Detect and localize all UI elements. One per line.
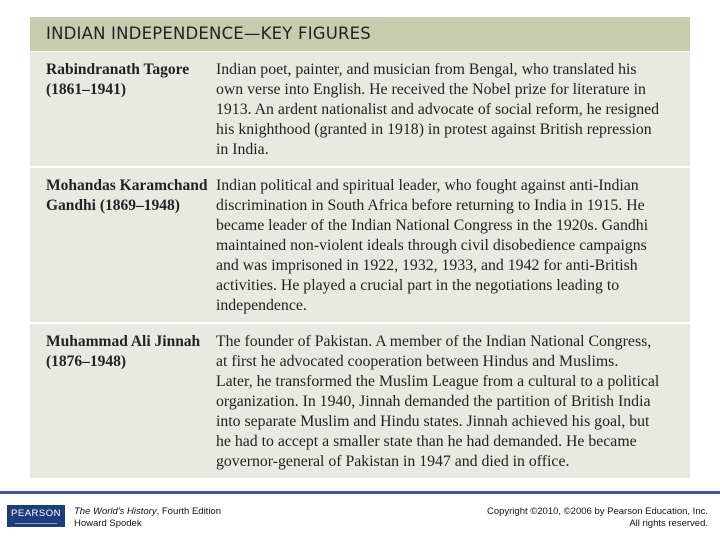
book-credit [74, 506, 221, 530]
table-title: INDIAN INDEPENDENCE—KEY FIGURES [46, 24, 371, 43]
figure-name: Muhammad Ali Jinnah (1876–1948) [46, 333, 201, 370]
rights: All rights reserved. [629, 518, 708, 529]
figure-description: The founder of Pakistan. A member of the Indian National Congress, at first he advocated cooperation between Hindus and Muslims. Later, he transformed the Muslim League from a cultural to a political organization. In 1940, Jinnah demanded the partition of British India into separate Muslim and Hindu states. Jinnah achieved his goal, but he had to accept a smaller state than he had demanded. He became governor-general of Pakistan in 1947 and died in office. [216, 333, 660, 470]
book-title: The World's History [74, 506, 157, 517]
table-header [30, 17, 690, 51]
pearson-logo: PEARSON [7, 505, 65, 527]
table-row [30, 168, 690, 322]
copyright-notice [487, 506, 708, 530]
copyright: Copyright ©2010, ©2006 by Pearson Education, Inc. [486, 506, 708, 517]
footer-rule [0, 491, 720, 494]
table-row [30, 52, 690, 166]
figure-name: Rabindranath Tagore (1861–1941) [46, 61, 190, 98]
figure-name: Mohandas Karamchand Gandhi (1869–1948) [46, 177, 208, 214]
table-row [30, 324, 690, 478]
figure-description: Indian political and spiritual leader, who fought against anti-Indian discrimination in South Africa before returning to India in 1915. He became leader of the Indian National Congress in the 1920s. Gandhi maintained non-violent ideals through civil disobedience campaigns and was imprisoned in 1922, 1932, 1933, and 1942 for anti-British activities. He played a crucial part in the negotiations leading to independence. [216, 177, 649, 314]
author: Howard Spodek [74, 518, 142, 529]
edition: , Fourth Edition [156, 506, 221, 517]
figure-description: Indian poet, painter, and musician from Bengal, who translated his own verse into English. He received the Nobel prize for literature in 1913. An ardent nationalist and advocate of social reform, he resigned his knighthood (granted in 1918) in protest against British repression in India. [216, 61, 660, 158]
key-figures-table [30, 17, 690, 478]
